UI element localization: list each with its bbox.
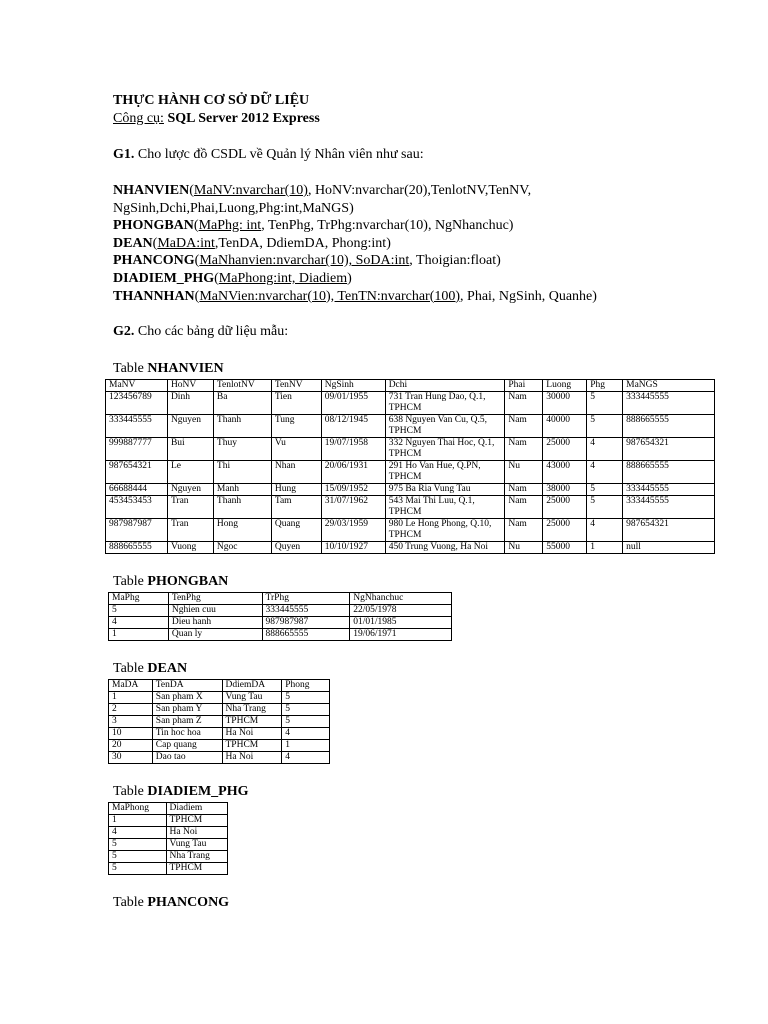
table-cell: 291 Ho Van Hue, Q.PN, TPHCM [385, 461, 505, 484]
table-row [109, 827, 228, 839]
column-header: MaNV [106, 380, 168, 392]
table-cell: Ha Noi [222, 728, 282, 740]
table-row [109, 716, 330, 728]
schema-attrs: , Thoigian:float) [409, 253, 501, 269]
table-cell: 29/03/1959 [321, 519, 385, 542]
table-cell: 25000 [543, 519, 587, 542]
table-cell: Manh [213, 484, 271, 496]
table-cell: 5 [587, 392, 623, 415]
table-row [109, 617, 452, 629]
table-cell: 5 [587, 415, 623, 438]
schema-key: MaPhong:int, Diadiem [218, 270, 348, 286]
schema-thannhan [113, 288, 733, 306]
table-cell: 5 [282, 704, 330, 716]
g1-question [113, 146, 733, 164]
schema-phongban [113, 217, 733, 235]
table-row [106, 484, 715, 496]
table-cell: 333445555 [623, 392, 715, 415]
table-diadiem [108, 802, 228, 875]
table-cell: 31/07/1962 [321, 496, 385, 519]
table-cell: 30000 [543, 392, 587, 415]
table-cell: 1 [109, 815, 167, 827]
table-word: Table [113, 895, 144, 911]
schema-key: MaNV:nvarchar(10) [193, 183, 308, 198]
tool-line [113, 110, 733, 128]
table-name: PHONGBAN [147, 574, 229, 590]
table-cell: Tien [271, 392, 321, 415]
g2-text: Cho các bảng dữ liệu mẫu: [137, 324, 289, 340]
table-cell: Cap quang [152, 740, 222, 752]
column-header: MaPhong [109, 803, 167, 815]
schema-paren: ( [193, 218, 199, 234]
g1-label: G1. [113, 147, 135, 162]
table-cell: Thanh [213, 496, 271, 519]
schema-attrs: , HoNV:nvarchar(20),TenlotNV,TenNV, [307, 183, 532, 198]
schema-attrs: ) [347, 270, 352, 286]
table-cell: TPHCM [222, 716, 282, 728]
g1-text: Cho lược đồ CSDL về Quản lý Nhân viên như sau: [137, 147, 424, 162]
table-cell: Nam [505, 496, 543, 519]
table-caption-phongban [113, 574, 733, 590]
table-cell: 4 [109, 827, 167, 839]
table-phongban [108, 592, 452, 641]
table-name: NHANVIEN [147, 361, 224, 377]
column-header: Luong [543, 380, 587, 392]
table-header-row [109, 593, 452, 605]
tool-label: Công cụ: [113, 111, 164, 126]
table-cell: TPHCM [166, 815, 228, 827]
column-header: TenlotNV [213, 380, 271, 392]
table-cell: 10 [109, 728, 153, 740]
table-cell: Dieu hanh [168, 617, 262, 629]
table-row [109, 605, 452, 617]
table-cell: 55000 [543, 542, 587, 554]
table-cell: TPHCM [222, 740, 282, 752]
table-cell: San pham Y [152, 704, 222, 716]
table-name: PHANCONG [147, 895, 230, 911]
table-cell: 4 [587, 438, 623, 461]
column-header: Phg [587, 380, 623, 392]
table-name: DEAN [147, 661, 188, 677]
column-header: Dchi [385, 380, 505, 392]
tool-value: SQL Server 2012 Express [167, 111, 320, 126]
column-header: NgNhanchuc [350, 593, 452, 605]
table-cell: 4 [587, 461, 623, 484]
table-cell: 10/10/1927 [321, 542, 385, 554]
table-cell: null [623, 542, 715, 554]
schema-nhanvien-cont: NgSinh,Dchi,Phai,Luong,Phg:int,MaNGS) [113, 200, 354, 216]
table-row [106, 438, 715, 461]
table-cell: Nghien cuu [168, 605, 262, 617]
table-cell: Ba [213, 392, 271, 415]
table-row [109, 704, 330, 716]
table-cell: Tin hoc hoa [152, 728, 222, 740]
table-cell: 19/07/1958 [321, 438, 385, 461]
schema-key: MaPhg: int [198, 218, 262, 234]
table-cell: 5 [282, 716, 330, 728]
column-header: TenDA [152, 680, 222, 692]
table-row [109, 839, 228, 851]
table-cell: Nguyen [167, 484, 213, 496]
table-row [106, 415, 715, 438]
table-cell: Hung [271, 484, 321, 496]
table-cell: 20 [109, 740, 153, 752]
table-caption-diadiem [113, 784, 733, 800]
column-header: DdiemDA [222, 680, 282, 692]
table-cell: Tam [271, 496, 321, 519]
table-cell: Nu [505, 461, 543, 484]
table-cell: 450 Trung Vuong, Ha Noi [385, 542, 505, 554]
table-cell: Nam [505, 484, 543, 496]
table-cell: 5 [587, 496, 623, 519]
table-cell: Vu [271, 438, 321, 461]
table-word: Table [113, 574, 144, 590]
column-header: TenPhg [168, 593, 262, 605]
table-dean [108, 679, 330, 764]
schema-name: PHANCONG [113, 253, 195, 269]
table-cell: Nam [505, 519, 543, 542]
table-cell: 09/01/1955 [321, 392, 385, 415]
table-cell: 66688444 [106, 484, 168, 496]
schema-name: PHONGBAN [113, 218, 194, 234]
table-cell: 20/06/1931 [321, 461, 385, 484]
table-row [109, 851, 228, 863]
table-cell: Vung Tau [222, 692, 282, 704]
schema-nhanvien [113, 182, 733, 200]
table-cell: 38000 [543, 484, 587, 496]
schema-dean [113, 235, 733, 253]
table-cell: 333445555 [623, 484, 715, 496]
column-header: NgSinh [321, 380, 385, 392]
table-cell: 3 [109, 716, 153, 728]
schema-paren: ( [214, 270, 219, 286]
table-cell: Tran [167, 519, 213, 542]
table-row [106, 461, 715, 484]
table-cell: Ha Noi [222, 752, 282, 764]
table-row [106, 519, 715, 542]
table-cell: Thi [213, 461, 271, 484]
table-cell: Dinh [167, 392, 213, 415]
table-caption-nhanvien [113, 361, 733, 377]
table-row [106, 392, 715, 415]
table-row [109, 863, 228, 875]
table-word: Table [113, 784, 144, 800]
schema-name: DIADIEM_PHG [113, 270, 215, 286]
table-cell: 1 [109, 629, 169, 641]
column-header: Phong [282, 680, 330, 692]
schema-attrs: ,TenDA, DdiemDA, Phong:int) [214, 235, 391, 251]
table-cell: 333445555 [106, 415, 168, 438]
table-cell: 25000 [543, 438, 587, 461]
table-cell: Tung [271, 415, 321, 438]
column-header: MaPhg [109, 593, 169, 605]
table-cell: 1 [109, 692, 153, 704]
table-row [106, 496, 715, 519]
table-cell: TPHCM [166, 863, 228, 875]
table-cell: 5 [109, 863, 167, 875]
table-cell: 30 [109, 752, 153, 764]
table-cell: Quan ly [168, 629, 262, 641]
column-header: TenNV [271, 380, 321, 392]
schema-paren: ( [189, 183, 194, 198]
g2-question [113, 323, 733, 341]
table-cell: 5 [282, 692, 330, 704]
table-cell: 332 Nguyen Thai Hoc, Q.1, TPHCM [385, 438, 505, 461]
table-cell: 987987987 [262, 617, 350, 629]
table-cell: 4 [587, 519, 623, 542]
table-cell: 5 [587, 484, 623, 496]
table-row [109, 728, 330, 740]
table-header-row [109, 803, 228, 815]
table-cell: 1 [587, 542, 623, 554]
table-cell: Hong [213, 519, 271, 542]
table-cell: 5 [109, 851, 167, 863]
table-cell: 08/12/1945 [321, 415, 385, 438]
schema-key: MaNhanvien:nvarchar(10), SoDA:int [199, 253, 410, 269]
table-cell: 4 [109, 617, 169, 629]
table-cell: 980 Le Hong Phong, Q.10, TPHCM [385, 519, 505, 542]
table-cell: Nam [505, 392, 543, 415]
table-cell: 987654321 [106, 461, 168, 484]
table-header-row [109, 680, 330, 692]
table-cell: 01/01/1985 [350, 617, 452, 629]
table-cell: 333445555 [623, 496, 715, 519]
table-cell: Nam [505, 415, 543, 438]
table-cell: Quang [271, 519, 321, 542]
schema-name: THANNHAN [113, 288, 195, 304]
table-cell: 15/09/1952 [321, 484, 385, 496]
table-cell: 987654321 [623, 438, 715, 461]
table-row [109, 815, 228, 827]
table-row [109, 692, 330, 704]
column-header: TrPhg [262, 593, 350, 605]
table-cell: Dao tao [152, 752, 222, 764]
schema-phancong [113, 252, 733, 270]
table-cell: 731 Tran Hung Dao, Q.1, TPHCM [385, 392, 505, 415]
table-cell: 2 [109, 704, 153, 716]
table-cell: Ngoc [213, 542, 271, 554]
table-cell: 123456789 [106, 392, 168, 415]
column-header: Diadiem [166, 803, 228, 815]
table-cell: 19/06/1971 [350, 629, 452, 641]
schema-paren: ( [152, 235, 158, 251]
table-cell: Vuong [167, 542, 213, 554]
table-cell: Tran [167, 496, 213, 519]
table-cell: 40000 [543, 415, 587, 438]
table-name: DIADIEM_PHG [147, 784, 249, 800]
table-row [109, 740, 330, 752]
table-cell: Nam [505, 438, 543, 461]
table-cell: 975 Ba Ria Vung Tau [385, 484, 505, 496]
table-cell: Nha Trang [222, 704, 282, 716]
table-cell: 999887777 [106, 438, 168, 461]
schema-diadiem [113, 270, 733, 288]
table-caption-phancong [113, 895, 733, 911]
schema-attrs: , Phai, NgSinh, Quanhe) [460, 288, 597, 304]
table-cell: Thanh [213, 415, 271, 438]
table-cell: 5 [109, 839, 167, 851]
table-cell: 638 Nguyen Van Cu, Q.5, TPHCM [385, 415, 505, 438]
table-nhanvien [105, 379, 715, 554]
table-cell: 888665555 [623, 415, 715, 438]
table-cell: 888665555 [106, 542, 168, 554]
table-caption-dean [113, 661, 733, 677]
table-cell: 5 [109, 605, 169, 617]
table-cell: Nha Trang [166, 851, 228, 863]
column-header: Phai [505, 380, 543, 392]
table-word: Table [113, 361, 144, 377]
table-cell: 888665555 [262, 629, 350, 641]
table-cell: 543 Mai Thi Luu, Q.1, TPHCM [385, 496, 505, 519]
schema-block [113, 182, 733, 305]
schema-paren: ( [194, 253, 200, 269]
table-cell: Nu [505, 542, 543, 554]
g2-label: G2. [113, 324, 135, 340]
table-cell: 25000 [543, 496, 587, 519]
table-cell: San pham X [152, 692, 222, 704]
table-cell: 333445555 [262, 605, 350, 617]
table-row [106, 542, 715, 554]
schema-attrs: , TenPhg, TrPhg:nvarchar(10), NgNhanchuc) [261, 218, 514, 234]
table-cell: Bui [167, 438, 213, 461]
table-cell: San pham Z [152, 716, 222, 728]
schema-key: MaDA:int [157, 235, 215, 251]
table-cell: Vung Tau [166, 839, 228, 851]
column-header: HoNV [167, 380, 213, 392]
table-cell: Nhan [271, 461, 321, 484]
table-header-row [106, 380, 715, 392]
table-cell: 453453453 [106, 496, 168, 519]
table-cell: 1 [282, 740, 330, 752]
table-cell: Le [167, 461, 213, 484]
table-cell: 888665555 [623, 461, 715, 484]
table-cell: Quyen [271, 542, 321, 554]
table-row [109, 629, 452, 641]
schema-paren: ( [194, 288, 200, 304]
table-cell: 22/05/1978 [350, 605, 452, 617]
table-cell: 4 [282, 752, 330, 764]
table-cell: Nguyen [167, 415, 213, 438]
table-row [109, 752, 330, 764]
document-page [109, 92, 733, 913]
document-title: THỰC HÀNH CƠ SỞ DỮ LIỆU [113, 93, 310, 108]
table-cell: Thuy [213, 438, 271, 461]
table-cell: 987654321 [623, 519, 715, 542]
schema-name: DEAN [113, 235, 153, 251]
column-header: MaDA [109, 680, 153, 692]
table-cell: 4 [282, 728, 330, 740]
schema-key: MaNVien:nvarchar(10), TenTN:nvarchar(100) [199, 288, 461, 304]
table-cell: 987987987 [106, 519, 168, 542]
table-word: Table [113, 661, 144, 677]
column-header: MaNGS [623, 380, 715, 392]
table-cell: 43000 [543, 461, 587, 484]
schema-name: NHANVIEN [113, 183, 190, 198]
table-cell: Ha Noi [166, 827, 228, 839]
